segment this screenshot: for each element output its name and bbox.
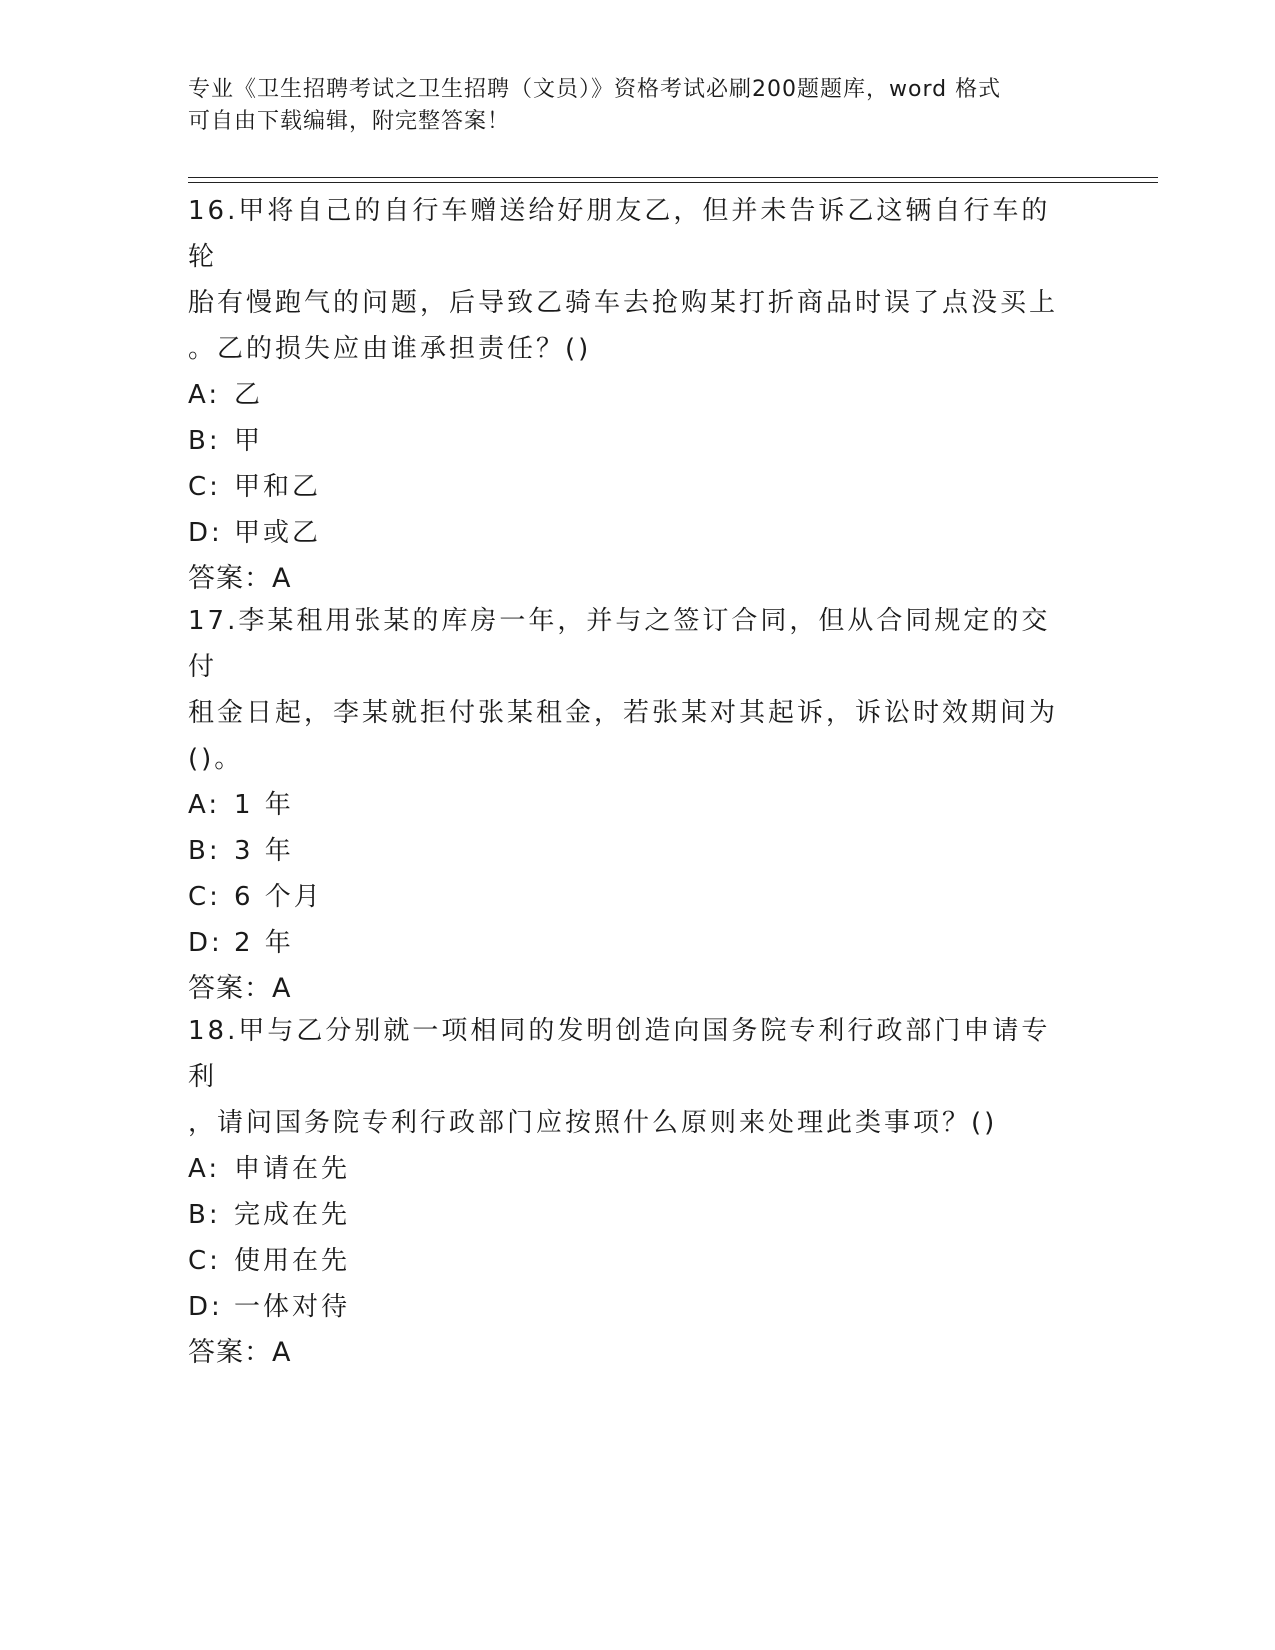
header-divider-top (188, 177, 1158, 178)
option-text: 甲或乙 (234, 518, 322, 548)
option-letter: A: (188, 1154, 221, 1184)
option-text: 使用在先 (234, 1246, 351, 1276)
option-text: 1 年 (234, 790, 294, 820)
option-letter: C: (188, 882, 221, 912)
answer: 答案：A (188, 973, 292, 1004)
stem-line: 。乙的损失应由谁承担责任？() (188, 334, 592, 364)
answer: 答案：A (188, 563, 292, 594)
question-16 (188, 188, 1078, 602)
option-text: 完成在先 (234, 1200, 351, 1230)
question-stem (188, 598, 1078, 782)
answer: 答案：A (188, 1337, 292, 1368)
option-letter: B: (188, 426, 221, 456)
option-letter: C: (188, 472, 221, 502)
stem-line: ，请问国务院专利行政部门应按照什么原则来处理此类事项？() (188, 1108, 998, 1138)
option-b (188, 828, 1078, 874)
option-letter: A: (188, 380, 221, 410)
option-a (188, 372, 1078, 418)
option-letter: B: (188, 836, 221, 866)
option-letter: B: (188, 1200, 221, 1230)
option-d (188, 920, 1078, 966)
header-divider-bottom (188, 182, 1158, 183)
option-d (188, 1284, 1078, 1330)
option-c (188, 874, 1078, 920)
question-stem (188, 1008, 1078, 1146)
question-18 (188, 1008, 1078, 1376)
stem-line: 17.李某租用张某的库房一年，并与之签订合同，但从合同规定的交付 (188, 606, 1051, 682)
option-b (188, 418, 1078, 464)
stem-line: 胎有慢跑气的问题，后导致乙骑车去抢购某打折商品时误了点没买上 (188, 288, 1059, 318)
option-text: 乙 (234, 380, 264, 410)
header-line-2: 可自由下载编辑，附完整答案！ (188, 109, 511, 134)
stem-line: ()。 (188, 744, 244, 774)
option-c (188, 1238, 1078, 1284)
stem-line: 租金日起，李某就拒付张某租金，若张某对其起诉，诉讼时效期间为 (188, 698, 1059, 728)
option-letter: C: (188, 1246, 221, 1276)
question-17 (188, 598, 1078, 1012)
option-text: 甲和乙 (234, 472, 322, 502)
option-c (188, 464, 1078, 510)
option-text: 申请在先 (234, 1154, 351, 1184)
option-d (188, 510, 1078, 556)
option-letter: D: (188, 518, 223, 548)
option-text: 2 年 (234, 928, 294, 958)
option-letter: A: (188, 790, 221, 820)
option-letter: D: (188, 928, 223, 958)
option-letter: D: (188, 1292, 223, 1322)
stem-line: 18.甲与乙分别就一项相同的发明创造向国务院专利行政部门申请专利 (188, 1016, 1051, 1092)
option-text: 3 年 (234, 836, 294, 866)
option-text: 一体对待 (234, 1292, 351, 1322)
option-text: 甲 (234, 426, 264, 456)
stem-line: 16.甲将自己的自行车赠送给好朋友乙，但并未告诉乙这辆自行车的轮 (188, 196, 1051, 272)
option-text: 6 个月 (234, 882, 323, 912)
document-header (188, 74, 1068, 138)
option-a (188, 782, 1078, 828)
option-a (188, 1146, 1078, 1192)
question-stem (188, 188, 1078, 372)
header-line-1: 专业《卫生招聘考试之卫生招聘（文员）》资格考试必刷200题题库，word 格式 (188, 77, 1002, 102)
option-b (188, 1192, 1078, 1238)
